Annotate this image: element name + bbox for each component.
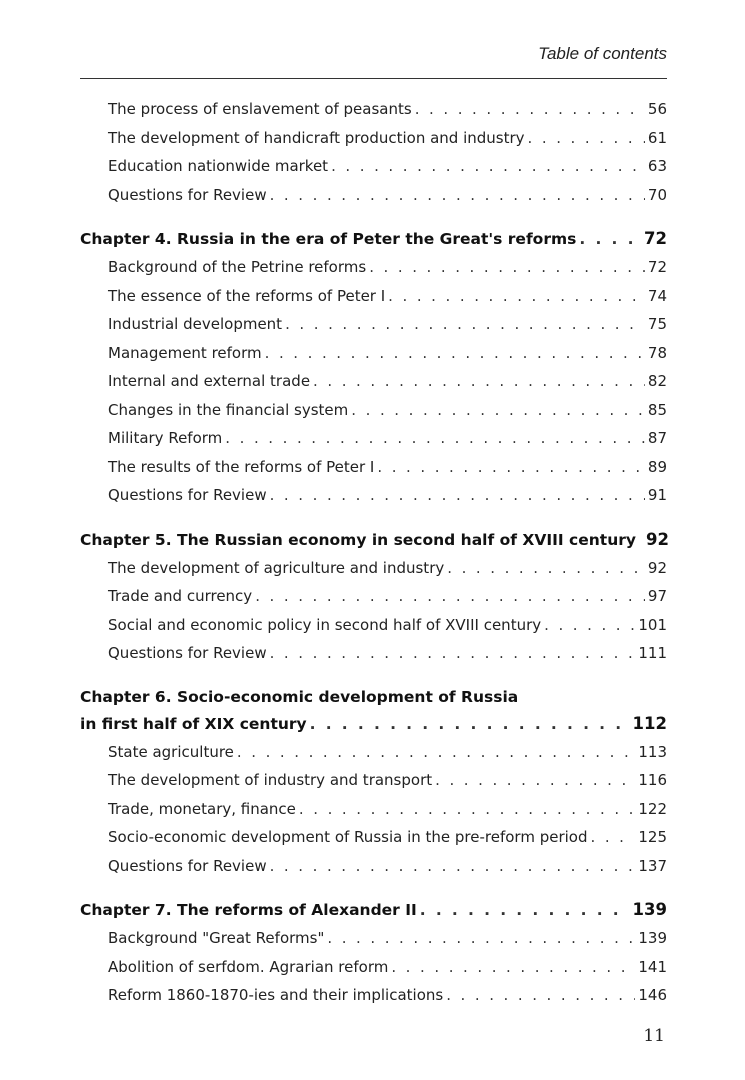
toc-entry[interactable]: [80, 766, 667, 795]
leader-dots: [391, 953, 635, 982]
toc-entry[interactable]: [80, 310, 667, 339]
toc-entry-page: 70: [647, 185, 667, 204]
chapter-heading[interactable]: [80, 225, 667, 253]
toc-entry-title: Management reform: [108, 343, 262, 362]
toc-entry-title: The development of industry and transport: [108, 771, 433, 789]
toc-entry[interactable]: [80, 424, 667, 453]
toc-entry-title: Industrial development: [108, 315, 283, 333]
toc-entry[interactable]: [80, 95, 667, 124]
header-divider: [80, 78, 667, 79]
leader-dots: [351, 396, 645, 425]
leader-dots: [579, 225, 637, 253]
toc-entry[interactable]: [80, 481, 667, 510]
toc-entry-title: Trade and currency: [108, 587, 253, 605]
leader-dots: [591, 823, 636, 852]
toc-entry[interactable]: [80, 124, 667, 153]
toc-entry-page: 122: [638, 799, 667, 818]
chapter-5-section: [80, 526, 667, 668]
toc-entry[interactable]: [80, 396, 667, 425]
toc-entry-title: Internal and external trade: [108, 372, 311, 390]
toc-entry[interactable]: [80, 181, 667, 210]
toc-entry[interactable]: [80, 852, 667, 881]
leader-dots: [255, 582, 645, 611]
toc-entry-title: Questions for Review: [108, 856, 267, 875]
leader-dots: [544, 611, 635, 640]
chapter-title: in first half of XIX century: [80, 714, 307, 733]
toc-entry-title: Abolition of serfdom. Agrarian reform: [108, 957, 389, 976]
toc-entry[interactable]: [80, 738, 667, 767]
toc-entry-title: Socio-economic development of Russia in the pre-reform period: [108, 828, 588, 846]
leader-dots: [270, 481, 645, 510]
chapter-page: 112: [632, 713, 667, 733]
toc-entry[interactable]: [80, 981, 667, 1010]
leader-dots: [528, 124, 645, 153]
toc-entry[interactable]: [80, 253, 667, 282]
toc-entry-page: 113: [638, 742, 667, 761]
toc-entry-page: 87: [647, 429, 667, 447]
toc-entry[interactable]: [80, 582, 667, 611]
chapter-title-line-1[interactable]: Chapter 6. Socio-economic development of Russia: [80, 687, 519, 706]
leader-dots: [237, 738, 635, 767]
chapter-4-section: [80, 225, 667, 510]
chapter-6-section: [80, 684, 667, 881]
leader-dots: [270, 639, 636, 668]
leader-dots: [299, 795, 635, 824]
toc-entry-page: 97: [647, 587, 667, 605]
chapter-title: Chapter 4. Russia in the era of Peter the Great's reforms: [80, 230, 577, 248]
toc-entry-page: 101: [638, 615, 667, 634]
leader-dots: [310, 710, 626, 738]
toc-entry-title: Military Reform: [108, 429, 223, 447]
toc-entry-page: 56: [647, 100, 667, 118]
toc-entry-title: Questions for Review: [108, 486, 267, 504]
toc-entry-page: 78: [647, 343, 667, 362]
toc-entry-page: 139: [638, 929, 667, 947]
toc-entry-page: 89: [647, 457, 667, 476]
toc-entry-page: 61: [647, 128, 667, 147]
toc-entry-title: The process of enslavement of peasants: [108, 100, 412, 118]
chapter-heading[interactable]: [80, 896, 667, 924]
toc-entry-page: 63: [647, 157, 667, 175]
toc-entry-title: Background of the Petrine reforms: [108, 258, 367, 276]
toc-entry-title: Questions for Review: [108, 644, 267, 662]
toc-entry[interactable]: [80, 554, 667, 583]
leader-dots: [377, 453, 645, 482]
page-number: 11: [643, 1026, 665, 1046]
toc-entry-page: 74: [647, 286, 667, 305]
chapter-page: 139: [632, 900, 667, 919]
toc-entry[interactable]: [80, 639, 667, 668]
toc-entry-title: The results of the reforms of Peter I: [108, 457, 375, 476]
toc-entry-page: 125: [638, 828, 667, 846]
toc-entry-title: Trade, monetary, finance: [108, 799, 296, 818]
toc-entry-title: Education nationwide market: [108, 157, 329, 175]
chapter-page: 92: [645, 529, 669, 549]
leader-dots: [327, 924, 635, 953]
toc-entry[interactable]: [80, 924, 667, 953]
toc-entry-title: Reform 1860-1870-ies and their implications: [108, 986, 444, 1004]
toc-entry-page: 146: [638, 986, 667, 1004]
leader-dots: [265, 339, 645, 368]
leader-dots: [225, 424, 645, 453]
leader-dots: [420, 896, 626, 924]
toc-entry-page: 75: [647, 315, 667, 333]
chapter-title: Chapter 5. The Russian economy in second half of XVIII century: [80, 530, 636, 549]
leader-dots: [313, 367, 645, 396]
table-of-contents: [80, 95, 667, 1010]
toc-entry-page: 85: [647, 400, 667, 419]
toc-entry-page: 91: [647, 486, 667, 504]
toc-entry[interactable]: [80, 367, 667, 396]
toc-entry-title: State agriculture: [108, 742, 234, 761]
toc-entry[interactable]: [80, 339, 667, 368]
toc-entry[interactable]: [80, 823, 667, 852]
leader-dots: [369, 253, 645, 282]
leader-dots: [331, 152, 645, 181]
toc-entry-page: 141: [638, 957, 667, 976]
toc-entry-page: 111: [638, 644, 667, 662]
leader-dots: [285, 310, 645, 339]
chapter-heading[interactable]: [80, 710, 667, 738]
toc-entry[interactable]: [80, 611, 667, 640]
chapter-heading[interactable]: [80, 526, 667, 554]
toc-entry[interactable]: [80, 453, 667, 482]
leader-dots: [270, 852, 636, 881]
toc-entry[interactable]: [80, 282, 667, 311]
chapter-page: 72: [644, 229, 667, 248]
toc-entry-title: Questions for Review: [108, 185, 267, 204]
toc-entry-page: 92: [647, 558, 667, 577]
leader-dots: [270, 181, 645, 210]
toc-entry-title: Social and economic policy in second half of XVIII century: [108, 615, 542, 634]
toc-entry-page: 116: [638, 771, 667, 789]
chapter-title: Chapter 7. The reforms of Alexander II: [80, 901, 417, 919]
toc-entry-page: 137: [638, 856, 667, 875]
toc-entry-title: The development of agriculture and industry: [108, 558, 445, 577]
leader-dots: [415, 95, 645, 124]
toc-entry[interactable]: [80, 953, 667, 982]
toc-entry-title: Background "Great Reforms": [108, 929, 325, 947]
chapter-7-section: [80, 896, 667, 1010]
toc-entry-page: 82: [647, 372, 667, 390]
toc-entry-title: The development of handicraft production and industry: [108, 128, 525, 147]
leader-dots: [435, 766, 635, 795]
toc-entry-title: The essence of the reforms of Peter I: [108, 286, 386, 305]
leader-dots: [447, 554, 645, 583]
running-header-title: Table of contents: [538, 44, 667, 63]
toc-entry-title: Changes in the financial system: [108, 400, 349, 419]
leader-dots: [446, 981, 635, 1010]
toc-entry[interactable]: [80, 152, 667, 181]
leader-dots: [388, 282, 645, 311]
toc-entry-page: 72: [647, 258, 667, 276]
toc-entry[interactable]: [80, 795, 667, 824]
